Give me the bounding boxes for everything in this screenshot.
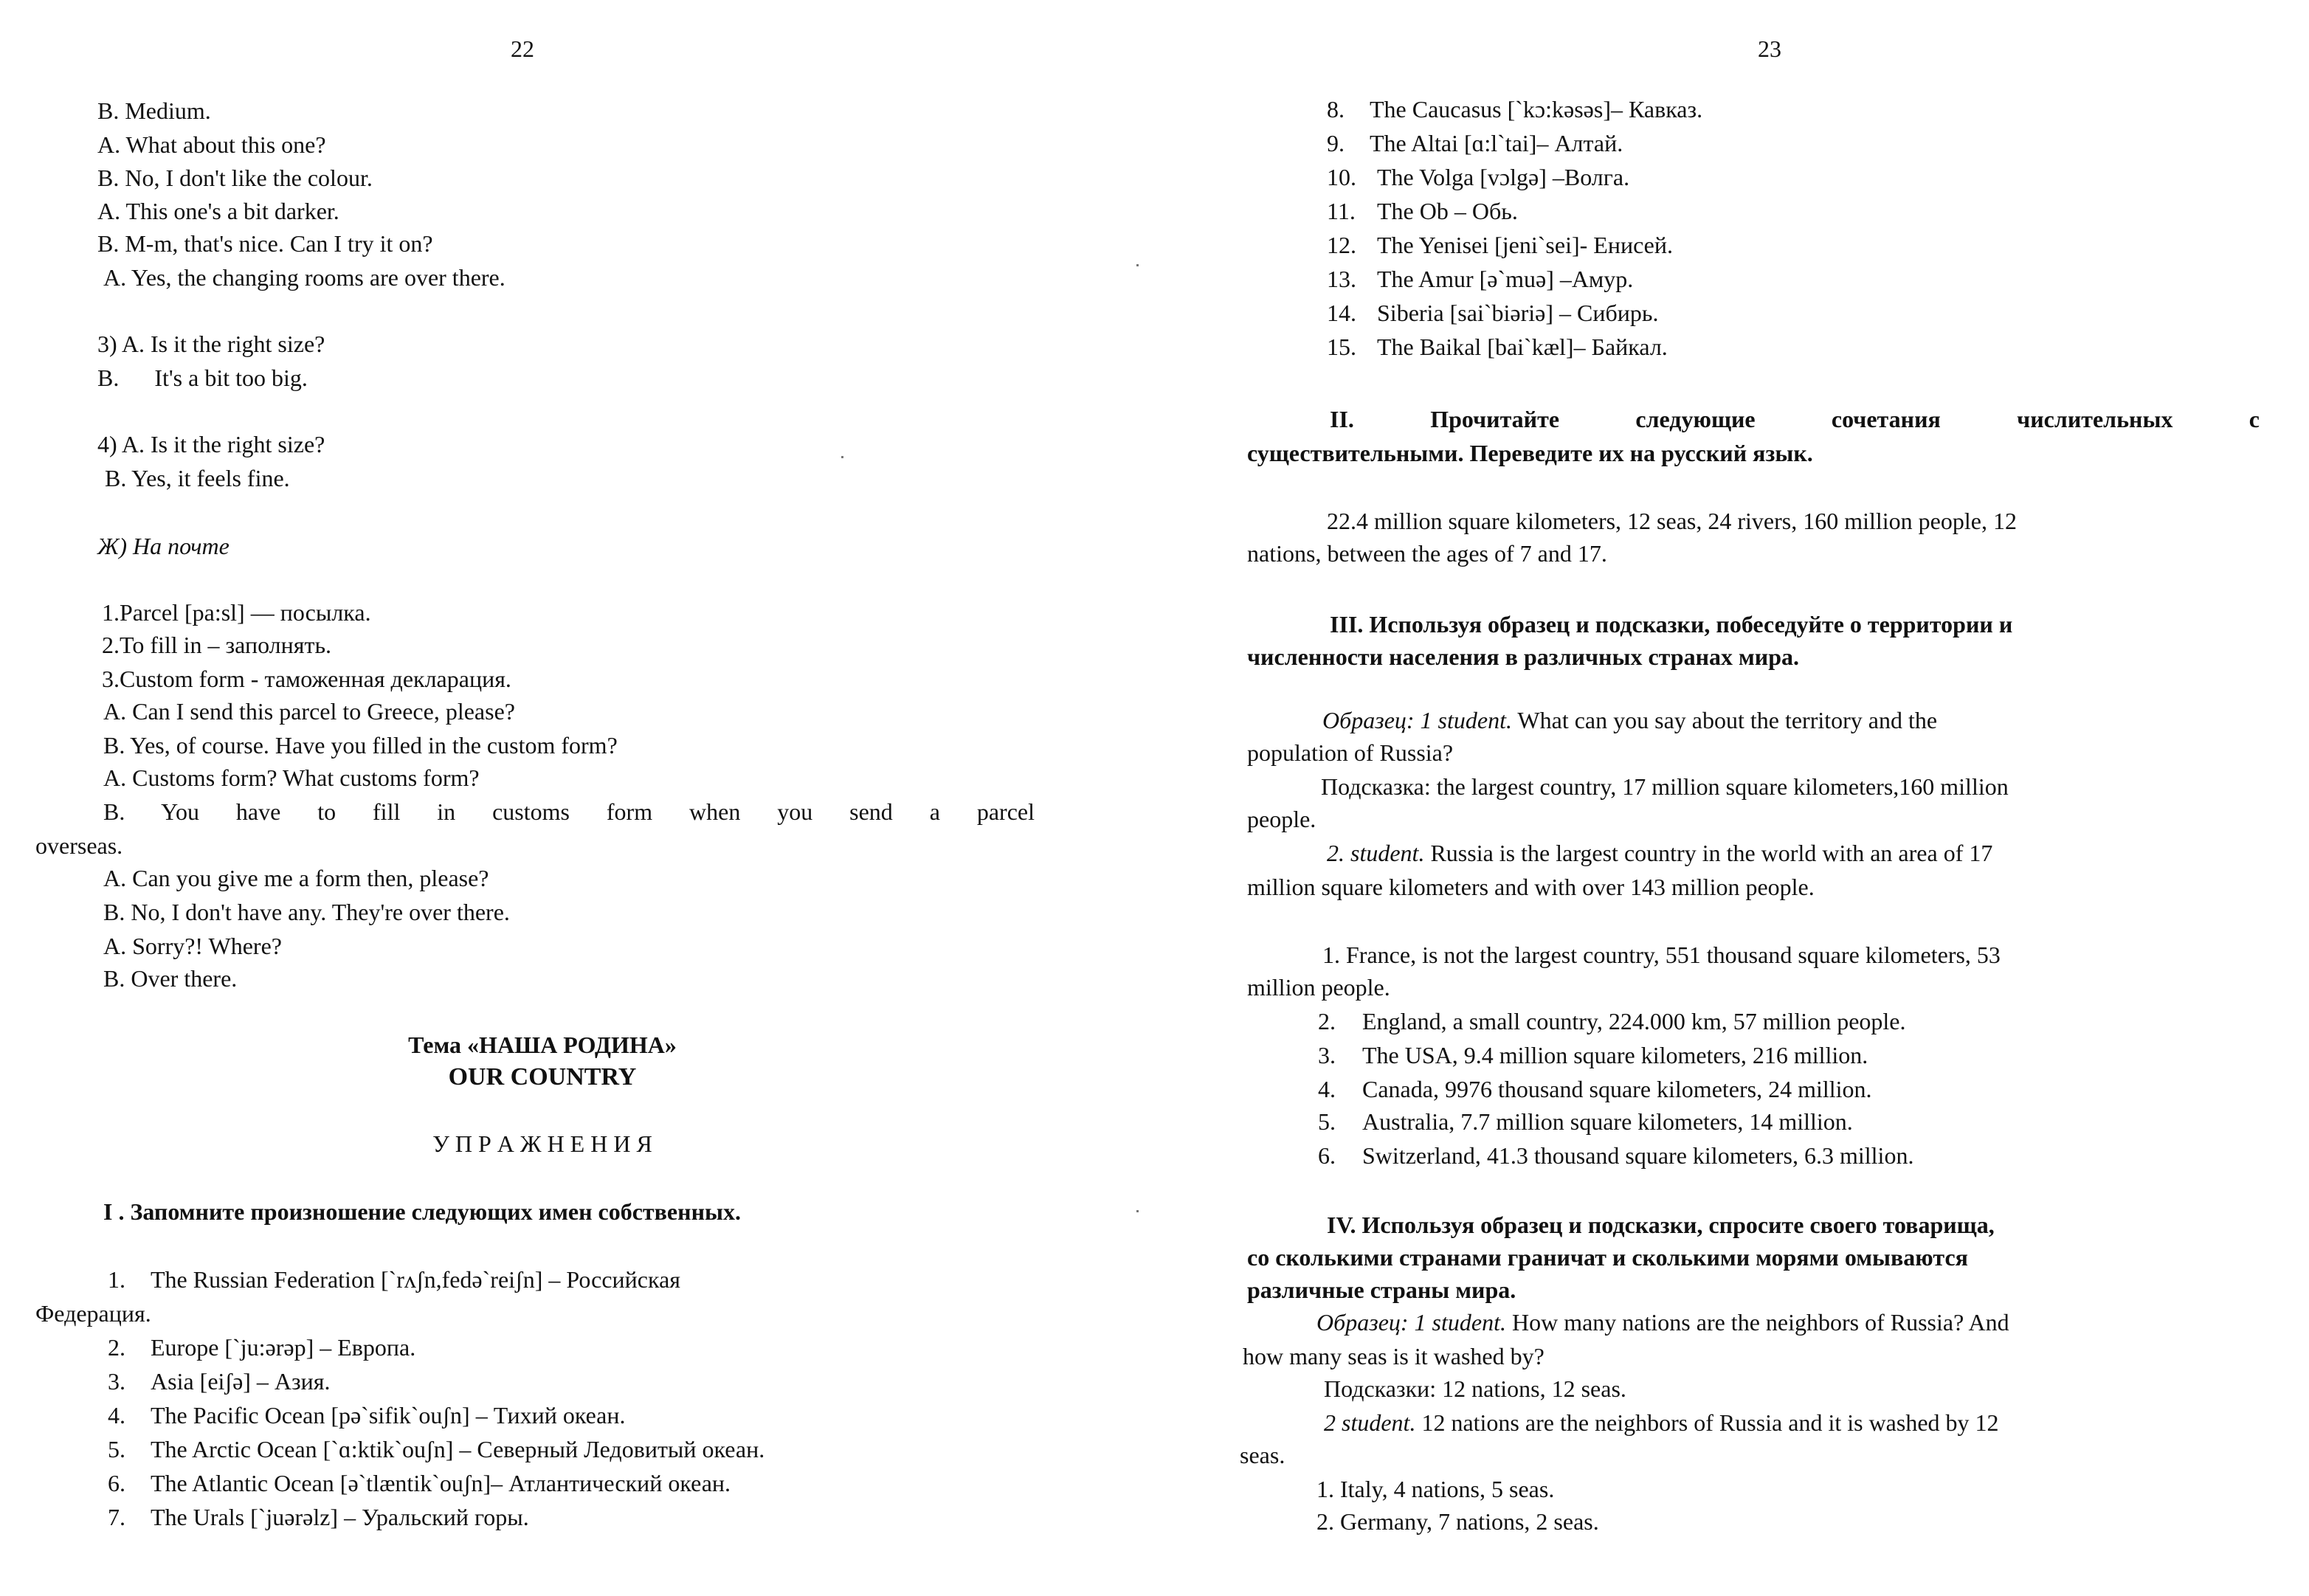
answer-line: million square kilometers and with over 143 million people.	[1247, 874, 1815, 900]
dialog-line: A. Customs form? What customs form?	[103, 764, 480, 791]
item-number: 10.	[1327, 164, 1356, 190]
list-item	[1327, 332, 1668, 362]
item-number: 6.	[108, 1470, 125, 1496]
dialog-line: A. Yes, the changing rooms are over there.	[103, 264, 505, 291]
dialog-line: overseas.	[35, 832, 123, 859]
list-item	[108, 1367, 331, 1396]
page-number: 22	[511, 35, 534, 62]
student-label: 1 student.	[1414, 1309, 1506, 1336]
item-number: 11.	[1327, 198, 1356, 224]
exercise-title: II. Прочитайте следующие сочетания числительных с	[1330, 406, 2260, 432]
dialog-line: A. Sorry?! Where?	[103, 933, 282, 959]
item-text: Europe [`ju:ərəp] – Европа.	[151, 1334, 416, 1361]
sample-line: how many seas is it washed by?	[1243, 1343, 1544, 1369]
list-item	[108, 1265, 680, 1294]
list-item	[108, 1400, 625, 1430]
item-number: 15.	[1327, 334, 1356, 360]
item-text: Siberia [sai`biəriə] – Сибирь.	[1377, 300, 1659, 326]
item-number: 8.	[1327, 96, 1345, 122]
sample-label: Образец:	[1316, 1309, 1409, 1336]
dialog-line: B. Yes, of course. Have you filled in the custom form?	[103, 732, 618, 759]
list-item	[1318, 1107, 1853, 1136]
list-item	[1327, 230, 1673, 260]
item-text: The Russian Federation [`rʌʃn,fedə`reiʃn] – Российская	[151, 1266, 680, 1293]
dialog-line: A. Can you give me a form then, please?	[103, 865, 489, 891]
exercise-text: 22.4 million square kilometers, 12 seas, 24 rivers, 160 million people, 12	[1327, 508, 2017, 534]
item-number: 12.	[1327, 232, 1356, 258]
item-text: The Caucasus [`kɔ:kəsəs]– Кавказ.	[1370, 96, 1703, 122]
dialog-line: A. What about this one?	[97, 131, 326, 158]
list-item	[1327, 162, 1629, 192]
list-item: 1. France, is not the largest country, 551 thousand square kilometers, 53	[1322, 942, 2001, 968]
exercise-title: III. Используя образец и подсказки, побеседуйте о территории и	[1330, 611, 2013, 638]
dialog-line: B. Over there.	[103, 965, 238, 992]
dialog-line: B. No, I don't have any. They're over there.	[103, 899, 510, 925]
item-text: Canada, 9976 thousand square kilometers, 24 million.	[1362, 1076, 1872, 1102]
dialog-line: 3) A. Is it the right size?	[97, 331, 325, 357]
item-number: 7.	[108, 1504, 125, 1530]
exercise-title: IV. Используя образец и подсказки, спросите своего товарища,	[1327, 1212, 1995, 1238]
list-item	[1318, 1074, 1872, 1104]
sample-text: How many nations are the neighbors of Russia? And	[1505, 1309, 2009, 1336]
scan-speck	[841, 456, 843, 458]
item-text: The Ob – Обь.	[1377, 198, 1518, 224]
item-number: 4.	[1318, 1076, 1336, 1102]
item-text: The Urals [`juərəlz] – Уральский горы.	[151, 1504, 529, 1530]
item-number: 5.	[1318, 1108, 1336, 1135]
item-text: The Arctic Ocean [`ɑ:ktik`ouʃn] – Северный Ледовитый океан.	[151, 1436, 765, 1462]
dialog-line: B. Medium.	[97, 97, 211, 124]
sample-line: population of Russia?	[1247, 739, 1454, 766]
item-number: 6.	[1318, 1142, 1336, 1169]
vocab-line: 1.Parcel [pa:sl] — посылка.	[102, 599, 371, 626]
dialog-line: B. It's a bit too big.	[97, 365, 308, 391]
item-number: 4.	[108, 1402, 125, 1429]
vocab-line: 3.Custom form - таможенная декларация.	[102, 666, 511, 692]
exercise-title: различные страны мира.	[1247, 1277, 1516, 1303]
item-number: 13.	[1327, 266, 1356, 292]
list-item	[1327, 94, 1702, 124]
item-text: England, a small country, 224.000 km, 57 million people.	[1362, 1008, 1906, 1034]
list-item	[1318, 1040, 1868, 1070]
dialog-line: B. You have to fill in customs form when you send a parcel	[103, 798, 1035, 825]
exercise-text: nations, between the ages of 7 and 17.	[1247, 540, 1607, 567]
sample-label: Образец:	[1322, 707, 1415, 733]
answer-text: 12 nations are the neighbors of Russia and it is washed by 12	[1415, 1409, 1999, 1436]
dialog-line: 4) A. Is it the right size?	[97, 431, 325, 457]
sample-line	[1322, 705, 1937, 735]
item-text: Australia, 7.7 million square kilometers, 14 million.	[1362, 1108, 1853, 1135]
list-item-cont: Федерация.	[35, 1300, 151, 1327]
dialog-line: A. This one's a bit darker.	[97, 198, 339, 224]
item-text: The Baikal [bai`kæl]– Байкал.	[1377, 334, 1668, 360]
list-item	[108, 1468, 731, 1498]
student-label: 2 student.	[1324, 1409, 1416, 1436]
item-number: 14.	[1327, 300, 1356, 326]
student-label: 2. student.	[1327, 840, 1425, 866]
answer-line: seas.	[1240, 1442, 1285, 1468]
item-number: 3.	[108, 1368, 125, 1395]
item-number: 3.	[1318, 1042, 1336, 1068]
answer-text: Russia is the largest country in the world with an area of 17	[1424, 840, 1993, 866]
hint-line: people.	[1247, 806, 1316, 832]
item-text: The Yenisei [jeni`sei]- Енисей.	[1377, 232, 1673, 258]
topic-subtitle: OUR COUNTRY	[448, 1063, 637, 1091]
exercise-title: со сколькими странами граничат и сколькими морями омываются	[1247, 1244, 1968, 1271]
answer-line	[1327, 838, 1992, 868]
item-number: 2.	[108, 1334, 125, 1361]
list-item: 2. Germany, 7 nations, 2 seas.	[1316, 1508, 1599, 1535]
list-item-cont: million people.	[1247, 974, 1390, 1001]
item-text: The Volga [vɔlgə] –Волга.	[1377, 164, 1630, 190]
list-item	[108, 1333, 415, 1362]
left-page	[0, 0, 1136, 1596]
item-text: The Atlantic Ocean [ə`tlæntik`ouʃn]– Атлантический океан.	[151, 1470, 731, 1496]
answer-line	[1324, 1408, 1999, 1437]
page-number: 23	[1758, 35, 1781, 62]
list-item	[108, 1502, 529, 1532]
dialog-line: B. Yes, it feels fine.	[105, 465, 290, 491]
item-text: Switzerland, 41.3 thousand square kilometers, 6.3 million.	[1362, 1142, 1914, 1169]
item-text: The Altai [ɑ:l`tai]– Алтай.	[1370, 130, 1623, 156]
list-item	[108, 1434, 765, 1464]
item-text: The Pacific Ocean [pə`sifik`ouʃn] – Тихий океан.	[151, 1402, 626, 1429]
exercise-title: I . Запомните произношение следующих имен собственных.	[103, 1198, 741, 1225]
item-text: The Amur [ə`muə] –Амур.	[1377, 266, 1634, 292]
section-heading: Ж) На почте	[97, 533, 229, 559]
list-item: 1. Italy, 4 nations, 5 seas.	[1316, 1476, 1555, 1502]
list-item	[1327, 128, 1623, 158]
list-item	[1318, 1006, 1905, 1036]
dialog-line: B. M-m, that's nice. Can I try it on?	[97, 230, 433, 257]
exercise-title: численности населения в различных странах мира.	[1247, 643, 1800, 670]
topic-title: Тема «НАША РОДИНА»	[408, 1032, 677, 1058]
right-page	[1136, 0, 2309, 1596]
dialog-line: A. Can I send this parcel to Greece, please?	[103, 698, 515, 725]
list-item	[1327, 264, 1633, 294]
sample-text: What can you say about the territory and the	[1511, 707, 1938, 733]
item-text: Asia [eiʃə] – Азия.	[151, 1368, 331, 1395]
sample-line	[1316, 1307, 2009, 1337]
item-number: 2.	[1318, 1008, 1336, 1034]
dialog-line: B. No, I don't like the colour.	[97, 165, 373, 191]
item-text: The USA, 9.4 million square kilometers, 216 million.	[1362, 1042, 1868, 1068]
list-item	[1327, 196, 1518, 226]
item-number: 9.	[1327, 130, 1345, 156]
hint-line: Подсказки: 12 nations, 12 seas.	[1324, 1375, 1626, 1402]
list-item	[1327, 298, 1658, 328]
item-number: 1.	[108, 1266, 125, 1293]
student-label: 1 student.	[1420, 707, 1512, 733]
item-number: 5.	[108, 1436, 125, 1462]
exercise-title: существительными. Переведите их на русский язык.	[1247, 440, 1813, 466]
list-item	[1318, 1141, 1913, 1170]
hint-line: Подсказка: the largest country, 17 million square kilometers,160 million	[1321, 773, 2009, 800]
vocab-line: 2.To fill in – заполнять.	[102, 632, 332, 658]
exercises-heading: У П Р А Ж Н Е Н И Я	[432, 1130, 652, 1157]
